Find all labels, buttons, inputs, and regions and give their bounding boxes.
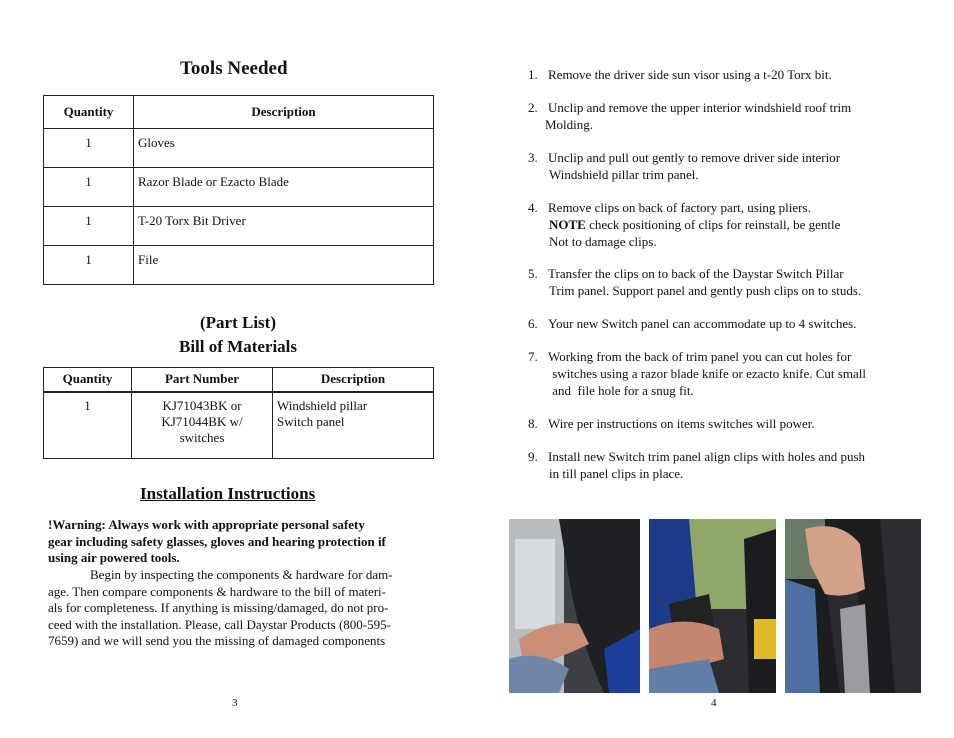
parts-header-quantity: Quantity [44, 368, 132, 392]
tools-header-description: Description [134, 96, 434, 129]
part-list-title: (Part List) [199, 313, 276, 332]
photo-hand-holding-panel [649, 519, 776, 693]
photo-pushing-clips [785, 519, 921, 693]
tools-desc: Razor Blade or Ezacto Blade [134, 168, 434, 207]
step-text: Remove the driver side sun visor using a t-20 Torx bit. [548, 67, 832, 82]
step-1 [528, 66, 913, 83]
page-number-left: 3 [232, 697, 238, 709]
step-text: Install new Switch trim panel align clips with holes and push [548, 449, 866, 464]
parts-table-header [44, 368, 434, 392]
parts-table [43, 367, 434, 459]
step-text: Not to damage clips. [549, 234, 657, 249]
warning-line: using air powered tools. [48, 550, 180, 566]
installation-instructions-title: Installation Instructions [140, 484, 316, 503]
step-text: Transfer the clips on to back of the Daystar Switch Pillar [548, 266, 844, 281]
step-number: 7. [528, 349, 538, 364]
table-row [44, 129, 434, 168]
tools-qty: 1 [44, 207, 134, 246]
step-text: Working from the back of trim panel you can cut holes for [548, 349, 852, 364]
tools-qty: 1 [44, 246, 134, 285]
step-text: in till panel clips in place. [549, 466, 684, 481]
step-2 [528, 99, 913, 133]
intro-line: age. Then compare components & hardware to the bill of materi- [48, 583, 386, 599]
intro-paragraph [48, 567, 438, 650]
step-number: 4. [528, 200, 538, 215]
tools-qty: 1 [44, 168, 134, 207]
step-5 [528, 265, 913, 299]
table-row [44, 392, 434, 459]
step-text: switches using a razor blade knife or ezacto knife. Cut small [549, 366, 866, 381]
warning-text [48, 517, 438, 567]
bill-of-materials-title: Bill of Materials [178, 337, 298, 356]
page-number-right: 4 [711, 697, 717, 709]
table-row [44, 207, 434, 246]
step-number: 1. [528, 67, 538, 82]
tools-desc: Gloves [134, 129, 434, 168]
intro-line: als for completeness. If anything is missing/damaged, do not pro- [48, 600, 389, 616]
parts-qty: 1 [44, 392, 132, 459]
step-text: Unclip and remove the upper interior windshield roof trim [548, 100, 852, 115]
note-label: NOTE [549, 217, 586, 232]
table-row [44, 168, 434, 207]
part-number-line: KJ71043BK or [162, 397, 242, 413]
step-text: Remove clips on back of factory part, using pliers. [548, 200, 811, 215]
note-text: check positioning of clips for reinstall, be gentle [585, 217, 841, 232]
tools-desc: File [134, 246, 434, 285]
step-text: and file hole for a snug fit. [549, 383, 694, 398]
step-number: 2. [528, 100, 538, 115]
part-description-line: Switch panel [277, 413, 345, 429]
step-number: 6. [528, 316, 538, 331]
intro-line: Begin by inspecting the components & hardware for dam- [90, 567, 393, 582]
step-4 [528, 199, 913, 250]
tools-header-quantity: Quantity [44, 96, 134, 129]
tools-desc: T-20 Torx Bit Driver [134, 207, 434, 246]
step-number: 8. [528, 416, 538, 431]
step-text: Windshield pillar trim panel. [549, 167, 699, 182]
part-description-line: Windshield pillar [277, 397, 368, 413]
step-7 [528, 348, 913, 399]
parts-part-number [132, 392, 273, 459]
step-text: Your new Switch panel can accommodate up to 4 switches. [548, 316, 857, 331]
step-text: Wire per instructions on items switches will power. [548, 416, 815, 431]
tools-table-header [44, 96, 434, 129]
step-9 [528, 448, 913, 482]
intro-line: ceed with the installation. Please, call Daystar Products (800-595- [48, 616, 391, 632]
parts-description [273, 392, 434, 459]
warning-line: !Warning: Always work with appropriate personal safety [48, 517, 365, 532]
part-number-line: switches [179, 429, 225, 445]
part-number-line: KJ71044BK w/ [161, 413, 243, 429]
step-text: Unclip and pull out gently to remove driver side interior [548, 150, 841, 165]
step-3 [528, 149, 913, 183]
step-number: 9. [528, 449, 538, 464]
photo-removing-pillar-trim [509, 519, 640, 693]
step-number: 5. [528, 266, 538, 281]
tools-needed-title: Tools Needed [180, 58, 288, 79]
step-note [528, 216, 913, 233]
step-text: Molding. [545, 117, 594, 132]
step-text: Trim panel. Support panel and gently push clips on to studs. [549, 283, 862, 298]
step-number: 3. [528, 150, 538, 165]
step-8 [528, 415, 913, 432]
tools-table [43, 95, 434, 285]
step-6 [528, 315, 913, 332]
warning-line: gear including safety glasses, gloves and hearing protection if [48, 533, 386, 549]
parts-header-part-number: Part Number [132, 368, 273, 392]
intro-line: 7659) and we will send you the missing of damaged components [48, 633, 386, 649]
table-row [44, 246, 434, 285]
parts-header-description: Description [273, 368, 434, 392]
tools-qty: 1 [44, 129, 134, 168]
